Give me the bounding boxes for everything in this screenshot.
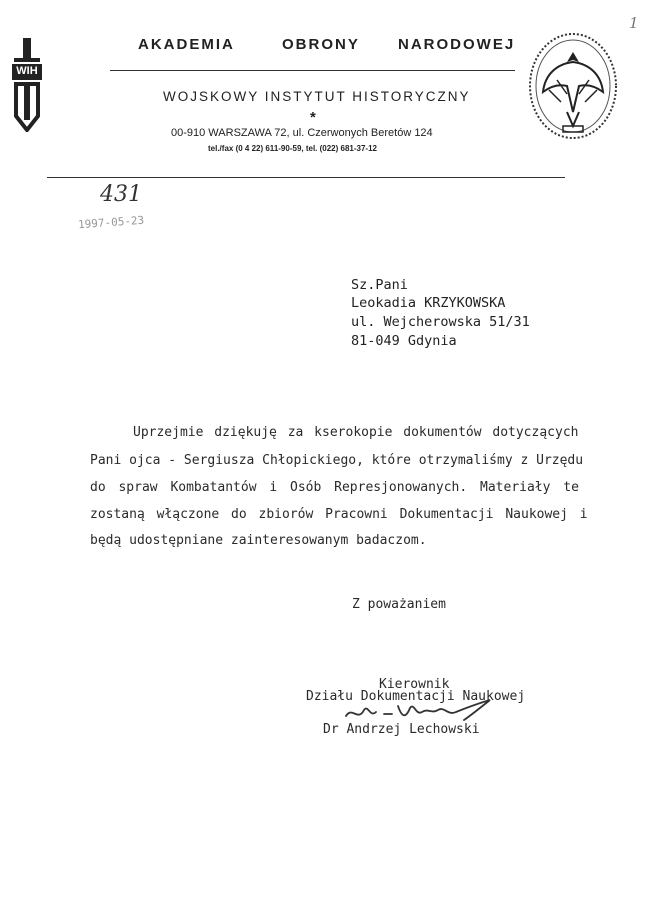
academy-word-2: OBRONY	[282, 36, 360, 53]
body-line-2: Pani ojca - Sergiusza Chłopickiego, które otrzymaliśmy z Urzędu	[90, 453, 584, 468]
recipient-city: 81-049 Gdynia	[351, 333, 457, 349]
header-rule-top	[110, 70, 515, 71]
signature-department: Działu Dokumentacji Naukowej	[306, 689, 526, 704]
header-star: *	[310, 109, 316, 126]
header-rule-bottom	[47, 177, 565, 178]
signature-name: Dr Andrzej Lechowski	[323, 722, 480, 737]
body-line-4: zostaną włączone do zbiorów Pracowni Dokumentacji Naukowej i	[90, 507, 588, 522]
recipient-salutation: Sz.Pani	[351, 277, 408, 293]
institute-name: WOJSKOWY INSTYTUT HISTORYCZNY	[163, 89, 471, 104]
reference-number: 431	[100, 182, 142, 207]
wih-logo	[10, 38, 44, 132]
body-line-5: będą udostępniane zainteresowanym badaczom.	[90, 533, 427, 548]
eagle-emblem	[527, 30, 619, 146]
recipient-name: Leokadia KRZYKOWSKA	[351, 295, 506, 311]
signature-title: Kierownik	[379, 677, 450, 692]
body-line-1: Uprzejmie dziękuję za kserokopie dokumentów dotyczących	[133, 425, 579, 440]
page-marker: 1	[629, 14, 639, 32]
institute-address: 00-910 WARSZAWA 72, ul. Czerwonych Beretów 124	[171, 127, 433, 139]
academy-word-3: NARODOWEJ	[398, 36, 516, 53]
logo-text: WIH	[16, 65, 38, 77]
date-stamp: 1997-05-23	[77, 213, 145, 232]
recipient-street: ul. Wejcherowska 51/31	[351, 314, 530, 330]
body-line-3: do spraw Kombatantów i Osób Represjonowanych. Materiały te	[90, 480, 579, 495]
institute-contact: tel./fax (0 4 22) 611-90-59, tel. (022) 681-37-12	[208, 144, 377, 153]
academy-word-1: AKADEMIA	[138, 36, 235, 53]
closing: Z poważaniem	[352, 597, 446, 612]
